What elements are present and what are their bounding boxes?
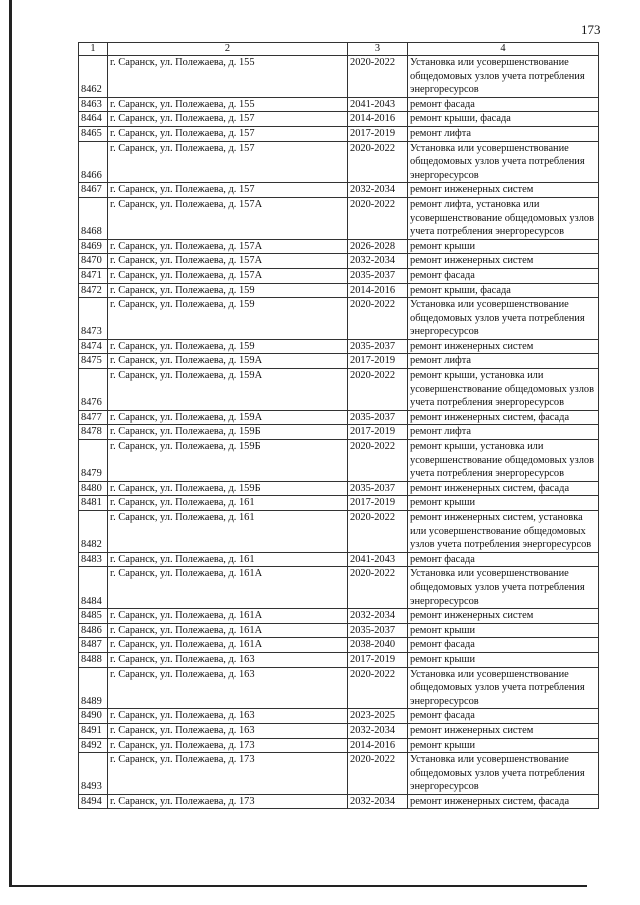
page-left-border <box>9 0 12 886</box>
period-cell: 2014-2016 <box>348 738 408 753</box>
table-row <box>79 112 599 127</box>
address-cell: г. Саранск, ул. Полежаева, д. 157А <box>108 197 348 239</box>
table-row <box>79 56 599 98</box>
period-cell: 2020-2022 <box>348 298 408 340</box>
work-description-cell: ремонт крыши, фасада <box>408 283 599 298</box>
table-row <box>79 97 599 112</box>
address-cell: г. Саранск, ул. Полежаева, д. 163 <box>108 709 348 724</box>
address-cell: г. Саранск, ул. Полежаева, д. 157 <box>108 112 348 127</box>
address-cell: г. Саранск, ул. Полежаева, д. 161А <box>108 623 348 638</box>
period-cell: 2020-2022 <box>348 197 408 239</box>
row-number: 8485 <box>79 609 108 624</box>
period-cell: 2032-2034 <box>348 723 408 738</box>
row-number: 8479 <box>79 440 108 482</box>
period-cell: 2032-2034 <box>348 183 408 198</box>
address-cell: г. Саранск, ул. Полежаева, д. 157А <box>108 239 348 254</box>
work-description-cell: ремонт крыши, установка или усовершенствование общедомовых узлов учета потребления энергоресурсов <box>408 369 599 411</box>
row-number: 8478 <box>79 425 108 440</box>
work-description-cell: ремонт лифта <box>408 354 599 369</box>
work-description-cell: ремонт инженерных систем <box>408 183 599 198</box>
work-description-cell: ремонт крыши <box>408 239 599 254</box>
table-row <box>79 440 599 482</box>
address-cell: г. Саранск, ул. Полежаева, д. 161А <box>108 638 348 653</box>
work-description-cell: ремонт фасада <box>408 97 599 112</box>
work-description-cell: ремонт крыши, фасада <box>408 112 599 127</box>
table-row <box>79 239 599 254</box>
row-number: 8463 <box>79 97 108 112</box>
page-bottom-border <box>9 885 587 887</box>
period-cell: 2017-2019 <box>348 354 408 369</box>
row-number: 8465 <box>79 126 108 141</box>
table-row <box>79 425 599 440</box>
period-cell: 2041-2043 <box>348 97 408 112</box>
work-description-cell: ремонт лифта <box>408 126 599 141</box>
period-cell: 2032-2034 <box>348 794 408 809</box>
period-cell: 2026-2028 <box>348 239 408 254</box>
table-row <box>79 283 599 298</box>
table-row <box>79 567 599 609</box>
address-cell: г. Саранск, ул. Полежаева, д. 159 <box>108 298 348 340</box>
period-cell: 2014-2016 <box>348 283 408 298</box>
address-cell: г. Саранск, ул. Полежаева, д. 159А <box>108 410 348 425</box>
work-description-cell: ремонт инженерных систем <box>408 254 599 269</box>
row-number: 8493 <box>79 753 108 795</box>
row-number: 8472 <box>79 283 108 298</box>
address-cell: г. Саранск, ул. Полежаева, д. 159А <box>108 369 348 411</box>
work-description-cell: ремонт фасада <box>408 709 599 724</box>
period-cell: 2035-2037 <box>348 268 408 283</box>
work-description-cell: ремонт инженерных систем, фасада <box>408 410 599 425</box>
work-description-cell: ремонт инженерных систем, фасада <box>408 481 599 496</box>
period-cell: 2023-2025 <box>348 709 408 724</box>
address-cell: г. Саранск, ул. Полежаева, д. 157 <box>108 141 348 183</box>
table-row <box>79 738 599 753</box>
address-cell: г. Саранск, ул. Полежаева, д. 157 <box>108 183 348 198</box>
table-row <box>79 552 599 567</box>
page-number: 173 <box>581 22 601 37</box>
work-description-cell: Установка или усовершенствование общедомовых узлов учета потребления энергоресурсов <box>408 141 599 183</box>
row-number: 8482 <box>79 511 108 553</box>
row-number: 8494 <box>79 794 108 809</box>
table-row <box>79 183 599 198</box>
row-number: 8464 <box>79 112 108 127</box>
period-cell: 2017-2019 <box>348 496 408 511</box>
address-cell: г. Саранск, ул. Полежаева, д. 173 <box>108 753 348 795</box>
period-cell: 2020-2022 <box>348 56 408 98</box>
table-row <box>79 652 599 667</box>
period-cell: 2020-2022 <box>348 141 408 183</box>
table-row <box>79 753 599 795</box>
row-number: 8477 <box>79 410 108 425</box>
work-description-cell: ремонт инженерных систем <box>408 609 599 624</box>
row-number: 8462 <box>79 56 108 98</box>
period-cell: 2017-2019 <box>348 425 408 440</box>
address-cell: г. Саранск, ул. Полежаева, д. 157А <box>108 268 348 283</box>
row-number: 8468 <box>79 197 108 239</box>
works-table <box>78 42 599 809</box>
table-row <box>79 254 599 269</box>
work-description-cell: ремонт инженерных систем, фасада <box>408 794 599 809</box>
table-row <box>79 794 599 809</box>
row-number: 8483 <box>79 552 108 567</box>
work-description-cell: ремонт крыши <box>408 496 599 511</box>
row-number: 8473 <box>79 298 108 340</box>
column-header: 2 <box>108 43 348 56</box>
period-cell: 2020-2022 <box>348 369 408 411</box>
work-description-cell: ремонт крыши, установка или усовершенствование общедомовых узлов учета потребления энергоресурсов <box>408 440 599 482</box>
table-row <box>79 369 599 411</box>
address-cell: г. Саранск, ул. Полежаева, д. 159Б <box>108 481 348 496</box>
row-number: 8492 <box>79 738 108 753</box>
period-cell: 2020-2022 <box>348 667 408 709</box>
period-cell: 2035-2037 <box>348 481 408 496</box>
work-description-cell: Установка или усовершенствование общедомовых узлов учета потребления энергоресурсов <box>408 753 599 795</box>
table-row <box>79 723 599 738</box>
address-cell: г. Саранск, ул. Полежаева, д. 173 <box>108 794 348 809</box>
address-cell: г. Саранск, ул. Полежаева, д. 155 <box>108 97 348 112</box>
period-cell: 2020-2022 <box>348 753 408 795</box>
table-row <box>79 197 599 239</box>
table-row <box>79 298 599 340</box>
work-description-cell: Установка или усовершенствование общедомовых узлов учета потребления энергоресурсов <box>408 567 599 609</box>
address-cell: г. Саранск, ул. Полежаева, д. 163 <box>108 667 348 709</box>
address-cell: г. Саранск, ул. Полежаева, д. 161А <box>108 609 348 624</box>
table-row <box>79 511 599 553</box>
work-description-cell: ремонт лифта, установка или усовершенствование общедомовых узлов учета потребления энергоресурсов <box>408 197 599 239</box>
address-cell: г. Саранск, ул. Полежаева, д. 155 <box>108 56 348 98</box>
row-number: 8470 <box>79 254 108 269</box>
address-cell: г. Саранск, ул. Полежаева, д. 159 <box>108 339 348 354</box>
row-number: 8490 <box>79 709 108 724</box>
address-cell: г. Саранск, ул. Полежаева, д. 159 <box>108 283 348 298</box>
work-description-cell: ремонт крыши <box>408 738 599 753</box>
work-description-cell: ремонт инженерных систем <box>408 339 599 354</box>
period-cell: 2035-2037 <box>348 623 408 638</box>
row-number: 8488 <box>79 652 108 667</box>
row-number: 8486 <box>79 623 108 638</box>
row-number: 8469 <box>79 239 108 254</box>
work-description-cell: ремонт инженерных систем <box>408 723 599 738</box>
table-row <box>79 623 599 638</box>
table-row <box>79 496 599 511</box>
table-row <box>79 667 599 709</box>
period-cell: 2035-2037 <box>348 410 408 425</box>
row-number: 8466 <box>79 141 108 183</box>
work-description-cell: ремонт крыши <box>408 623 599 638</box>
table-row <box>79 268 599 283</box>
address-cell: г. Саранск, ул. Полежаева, д. 163 <box>108 723 348 738</box>
address-cell: г. Саранск, ул. Полежаева, д. 173 <box>108 738 348 753</box>
period-cell: 2017-2019 <box>348 126 408 141</box>
row-number: 8476 <box>79 369 108 411</box>
table-row <box>79 481 599 496</box>
address-cell: г. Саранск, ул. Полежаева, д. 161 <box>108 496 348 511</box>
work-description-cell: ремонт крыши <box>408 652 599 667</box>
table-row <box>79 410 599 425</box>
row-number: 8467 <box>79 183 108 198</box>
row-number: 8481 <box>79 496 108 511</box>
table-row <box>79 126 599 141</box>
address-cell: г. Саранск, ул. Полежаева, д. 159А <box>108 354 348 369</box>
row-number: 8487 <box>79 638 108 653</box>
column-header: 4 <box>408 43 599 56</box>
period-cell: 2020-2022 <box>348 440 408 482</box>
table-row <box>79 638 599 653</box>
address-cell: г. Саранск, ул. Полежаева, д. 157А <box>108 254 348 269</box>
row-number: 8491 <box>79 723 108 738</box>
address-cell: г. Саранск, ул. Полежаева, д. 159Б <box>108 440 348 482</box>
period-cell: 2032-2034 <box>348 254 408 269</box>
address-cell: г. Саранск, ул. Полежаева, д. 157 <box>108 126 348 141</box>
address-cell: г. Саранск, ул. Полежаева, д. 161А <box>108 567 348 609</box>
period-cell: 2038-2040 <box>348 638 408 653</box>
row-number: 8484 <box>79 567 108 609</box>
period-cell: 2014-2016 <box>348 112 408 127</box>
period-cell: 2017-2019 <box>348 652 408 667</box>
work-description-cell: Установка или усовершенствование общедомовых узлов учета потребления энергоресурсов <box>408 298 599 340</box>
period-cell: 2041-2043 <box>348 552 408 567</box>
row-number: 8474 <box>79 339 108 354</box>
work-description-cell: ремонт фасада <box>408 268 599 283</box>
address-cell: г. Саранск, ул. Полежаева, д. 161 <box>108 552 348 567</box>
work-description-cell: ремонт лифта <box>408 425 599 440</box>
row-number: 8471 <box>79 268 108 283</box>
column-header: 1 <box>79 43 108 56</box>
period-cell: 2020-2022 <box>348 567 408 609</box>
table-row <box>79 609 599 624</box>
row-number: 8475 <box>79 354 108 369</box>
period-cell: 2032-2034 <box>348 609 408 624</box>
table-row <box>79 709 599 724</box>
row-number: 8489 <box>79 667 108 709</box>
row-number: 8480 <box>79 481 108 496</box>
address-cell: г. Саранск, ул. Полежаева, д. 161 <box>108 511 348 553</box>
period-cell: 2020-2022 <box>348 511 408 553</box>
header-row <box>79 43 599 56</box>
table-row <box>79 141 599 183</box>
address-cell: г. Саранск, ул. Полежаева, д. 163 <box>108 652 348 667</box>
work-description-cell: ремонт фасада <box>408 638 599 653</box>
table-row <box>79 354 599 369</box>
work-description-cell: Установка или усовершенствование общедомовых узлов учета потребления энергоресурсов <box>408 667 599 709</box>
period-cell: 2035-2037 <box>348 339 408 354</box>
work-description-cell: ремонт инженерных систем, установка или усовершенствование общедомовых узлов учета потребления энергоресурсов <box>408 511 599 553</box>
address-cell: г. Саранск, ул. Полежаева, д. 159Б <box>108 425 348 440</box>
work-description-cell: ремонт фасада <box>408 552 599 567</box>
column-header: 3 <box>348 43 408 56</box>
work-description-cell: Установка или усовершенствование общедомовых узлов учета потребления энергоресурсов <box>408 56 599 98</box>
table-row <box>79 339 599 354</box>
